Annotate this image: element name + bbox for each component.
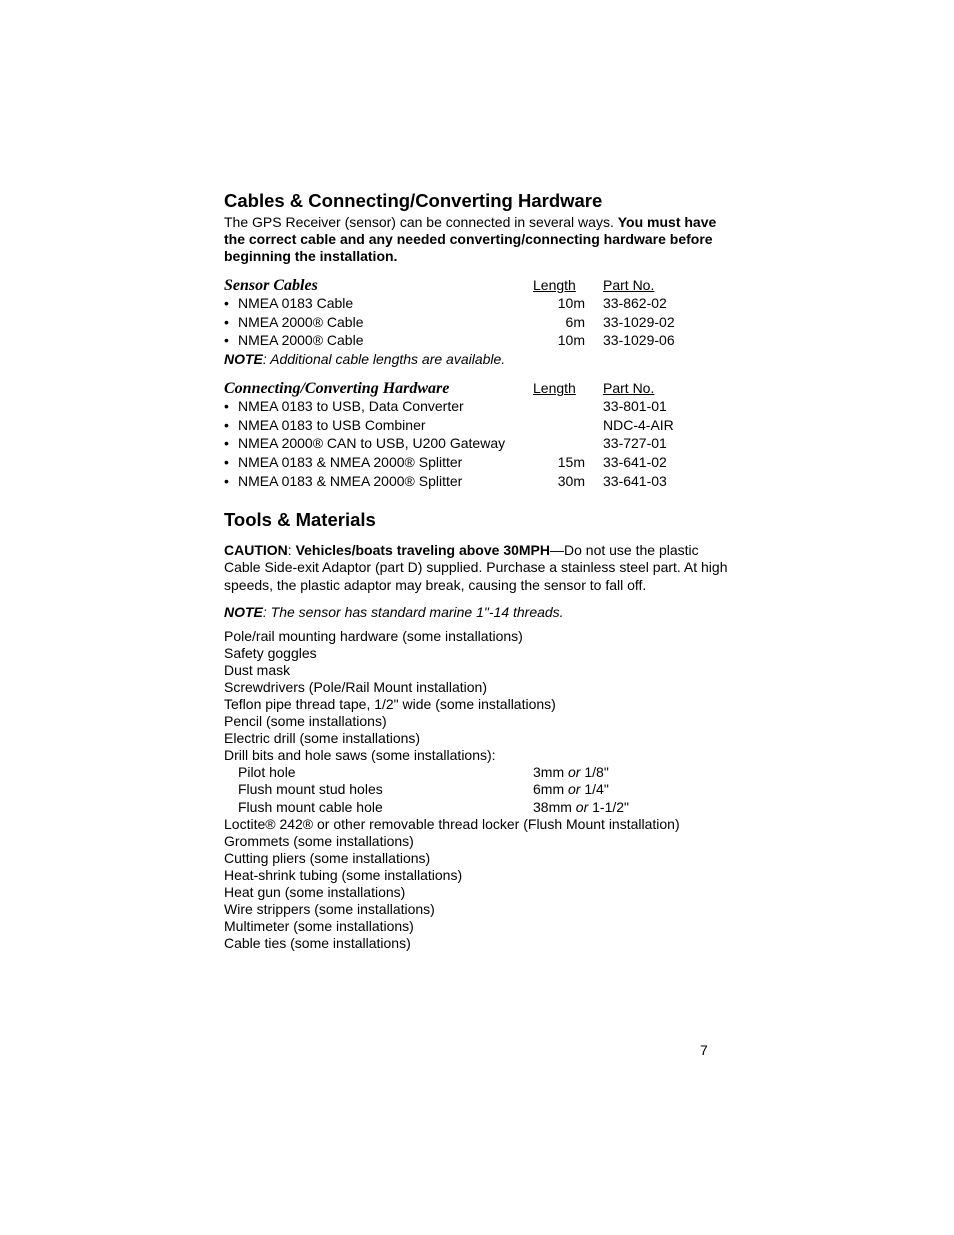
list-item: Cutting pliers (some installations) <box>224 849 431 866</box>
list-item: Wire strippers (some installations) <box>224 901 435 918</box>
intro-text: The GPS Receiver (sensor) can be connected in several ways. <box>224 214 618 230</box>
list-item: Pencil (some installations) <box>224 713 387 730</box>
caution-paragraph: CAUTION: Vehicles/boats traveling above 30MPH—Do not use the plastic Cable Side-exit Adaptor (part D) supplied. Purchase a stainless steel part. At high speeds, the plastic adaptor may break, causing the sensor to fall off. <box>224 541 728 593</box>
list-item: Heat-shrink tubing (some installations) <box>224 866 463 883</box>
list-item: Cable ties (some installations) <box>224 935 411 952</box>
list-item: Heat gun (some installations) <box>224 884 406 901</box>
list-item: Electric drill (some installations) <box>224 730 421 747</box>
drill-bit-item: Flush mount stud holes 6mm or 1/4" <box>238 781 609 798</box>
list-item: • NMEA 0183 & NMEA 2000® Splitter 15m 33-641-02 <box>224 453 667 470</box>
list-item: Loctite® 242® or other removable thread locker (Flush Mount installation) <box>224 815 680 832</box>
list-item: Multimeter (some installations) <box>224 918 414 935</box>
intro-bold-text: You must have the correct cable and any needed converting/connecting hardware before beginning the installation. <box>224 214 717 264</box>
connecting-hardware-title: Connecting/Converting Hardware <box>224 380 450 398</box>
part-column-header: Part No. <box>603 277 655 293</box>
page-content <box>224 190 734 952</box>
list-item: • NMEA 0183 to USB, Data Converter 33-801-01 <box>224 397 667 414</box>
page-number: 7 <box>700 1042 708 1058</box>
section-title-tools: Tools & Materials <box>224 508 376 530</box>
length-column-header: Length <box>533 380 576 397</box>
part-column-header: Part No. <box>603 380 655 397</box>
cables-note: NOTE: Additional cable lengths are available. <box>224 351 506 368</box>
list-item: • NMEA 2000® Cable 6m 33-1029-02 <box>224 313 675 330</box>
connecting-hardware-header <box>224 377 734 397</box>
list-item: • NMEA 2000® CAN to USB, U200 Gateway 33-727-01 <box>224 435 667 452</box>
list-item: Dust mask <box>224 661 291 678</box>
sensor-cables-title: Sensor Cables <box>224 277 318 294</box>
sensor-cables-header <box>224 274 734 294</box>
list-item: • NMEA 0183 to USB Combiner NDC-4-AIR <box>224 416 674 433</box>
list-item: Screwdrivers (Pole/Rail Mount installation) <box>224 678 487 695</box>
list-item: Safety goggles <box>224 644 317 661</box>
connecting-hardware-list <box>224 397 734 490</box>
list-item: Grommets (some installations) <box>224 832 414 849</box>
list-item: Teflon pipe thread tape, 1/2" wide (some installations) <box>224 695 556 712</box>
tools-list <box>224 628 734 953</box>
sensor-cables-list <box>224 294 734 350</box>
list-item: • NMEA 0183 & NMEA 2000® Splitter 30m 33-641-03 <box>224 472 667 489</box>
drill-bit-item: Flush mount cable hole 38mm or 1-1/2" <box>238 798 630 815</box>
drill-bit-item: Pilot hole 3mm or 1/8" <box>238 764 609 781</box>
list-item: Drill bits and hole saws (some installations): <box>224 747 496 764</box>
length-column-header: Length <box>533 277 576 293</box>
list-item: Pole/rail mounting hardware (some installations) <box>224 627 523 644</box>
threads-note: NOTE: The sensor has standard marine 1"-14 threads. <box>224 603 564 620</box>
list-item: • NMEA 2000® Cable 10m 33-1029-06 <box>224 332 675 349</box>
intro-paragraph <box>224 214 734 265</box>
list-item: • NMEA 0183 Cable 10m 33-862-02 <box>224 294 667 311</box>
section-title-cables: Cables & Connecting/Converting Hardware <box>224 190 603 211</box>
